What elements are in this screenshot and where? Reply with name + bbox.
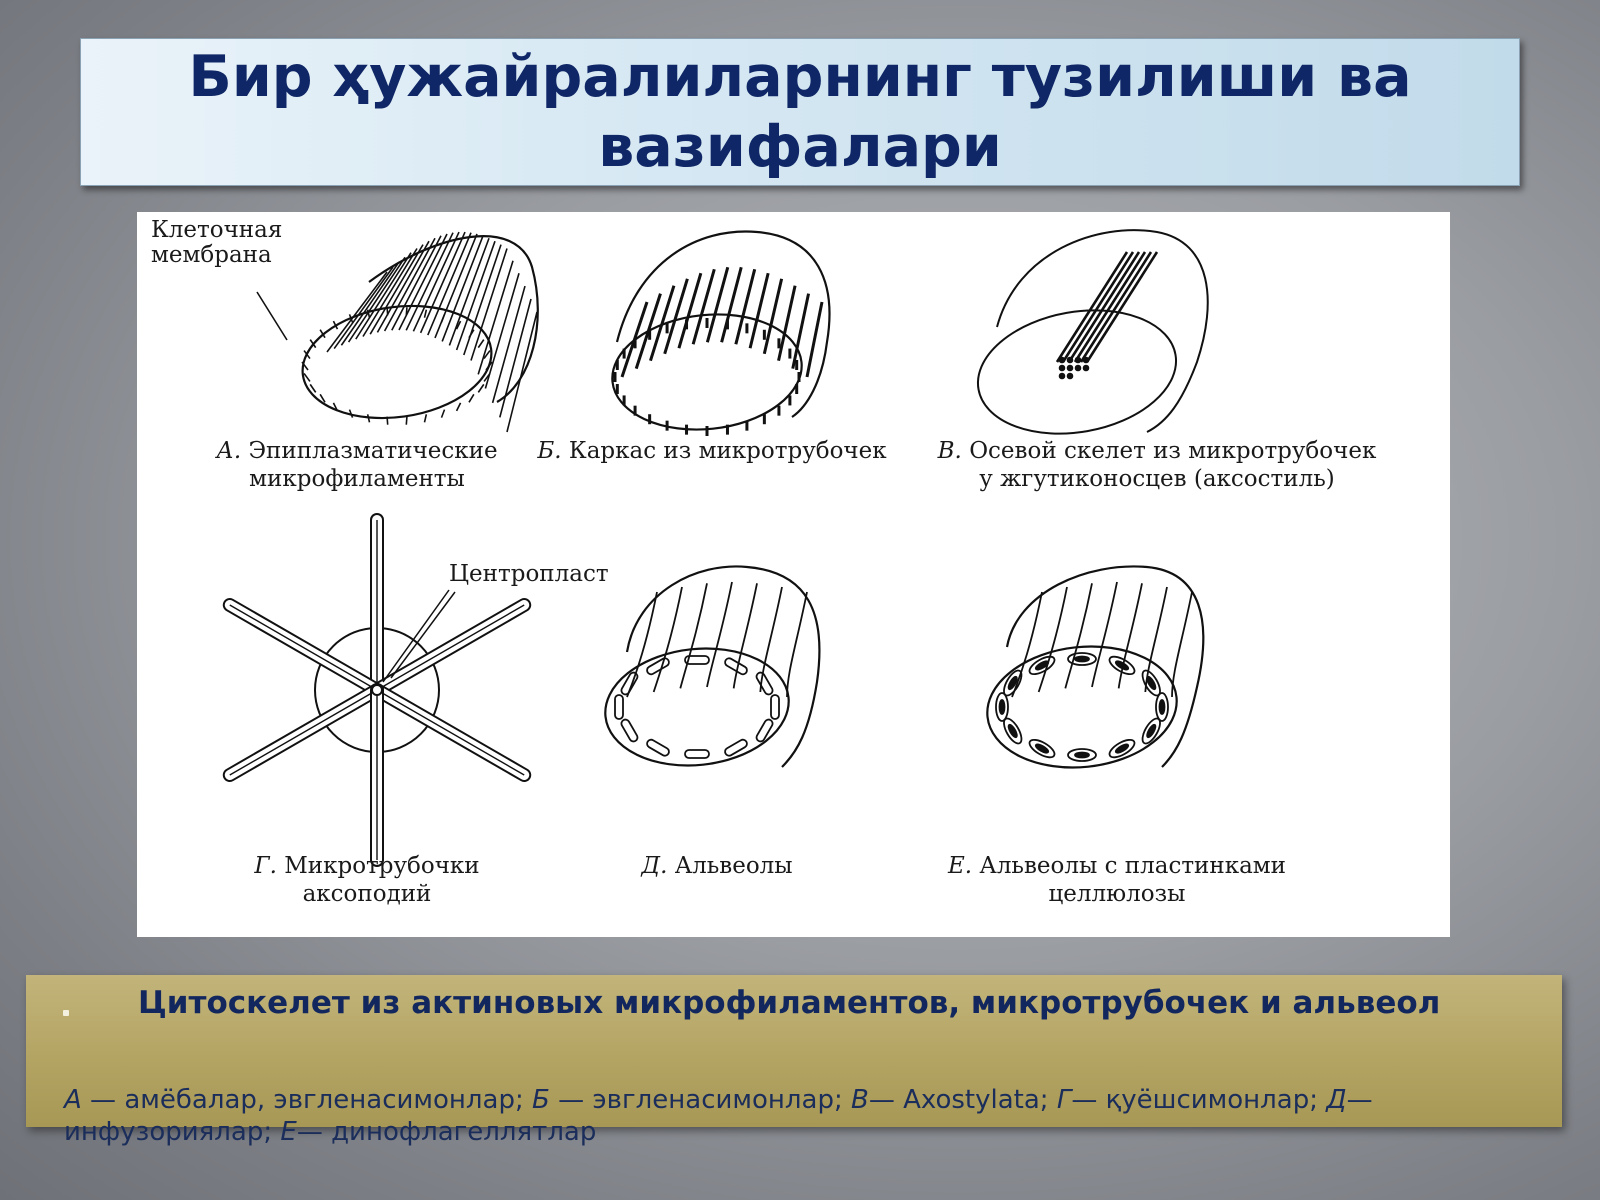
membrane-label-text: Клеточная мембрана xyxy=(151,217,283,268)
centroplast-label xyxy=(449,560,609,588)
panel-a-drawing xyxy=(257,232,538,432)
slide-title: Бир ҳужайралиларнинг тузилиши ва вазифалари xyxy=(188,44,1412,180)
panel-e-drawing xyxy=(981,566,1203,776)
legend-desc-e: — динофлагеллятлар xyxy=(296,1117,597,1147)
panel-b-letter: Б. xyxy=(537,438,562,464)
legend-key-e: Е xyxy=(280,1117,297,1147)
legend-key-b: Б xyxy=(532,1085,550,1115)
legend-key-a: А xyxy=(64,1085,82,1115)
legend-desc-v: — Axostylata; xyxy=(868,1085,1057,1115)
panel-c-drawing xyxy=(968,230,1208,448)
legend-desc-b: — эвгленасимонлар; xyxy=(549,1085,851,1115)
panel-d-drawing xyxy=(599,566,819,774)
title-banner xyxy=(80,38,1520,186)
panel-a-text: Эпиплазматические микрофиламенты xyxy=(248,438,498,492)
panel-g-text: Микротрубочки аксоподий xyxy=(284,853,480,907)
legend-key-d: Д xyxy=(1326,1085,1347,1115)
panel-c-text: Осевой скелет из микротрубочек у жгутиконосцев (аксостиль) xyxy=(969,438,1377,492)
legend-text xyxy=(64,1084,1554,1148)
panel-a-caption xyxy=(197,437,517,493)
panel-d-caption xyxy=(607,852,827,880)
legend-key-v: В xyxy=(850,1085,869,1115)
legend-desc-a: — амёбалар, эвгленасимонлар; xyxy=(81,1085,533,1115)
panel-c-caption xyxy=(927,437,1387,493)
panel-b-text: Каркас из микротрубочек xyxy=(568,438,887,464)
panel-g-caption xyxy=(232,852,502,908)
caption-heading: Цитоскелет из актиновых микрофиламентов, микротрубочек и альвеол xyxy=(138,985,1441,1021)
panel-a-letter: А. xyxy=(216,438,242,464)
panel-b-drawing xyxy=(607,232,830,439)
legend-desc-d: — инфузориялар; xyxy=(64,1085,1373,1147)
panel-d-text: Альвеолы xyxy=(674,853,793,879)
cytoskeleton-figure xyxy=(137,212,1450,937)
panel-e-caption xyxy=(937,852,1297,908)
centroplast-label-text: Центропласт xyxy=(449,561,609,587)
panel-g-letter: Г. xyxy=(254,853,277,879)
figure-drawing xyxy=(137,212,1450,937)
legend-desc-g: — қуёшсимонлар; xyxy=(1071,1085,1327,1115)
panel-d-letter: Д. xyxy=(641,853,668,879)
legend-key-g: Г xyxy=(1056,1085,1072,1115)
panel-c-letter: В. xyxy=(937,438,962,464)
bullet-icon xyxy=(63,1010,69,1016)
panel-b-caption xyxy=(527,437,897,465)
membrane-label xyxy=(151,218,282,268)
panel-e-text: Альвеолы с пластинками целлюлозы xyxy=(979,853,1287,907)
panel-e-letter: Е. xyxy=(947,853,973,879)
